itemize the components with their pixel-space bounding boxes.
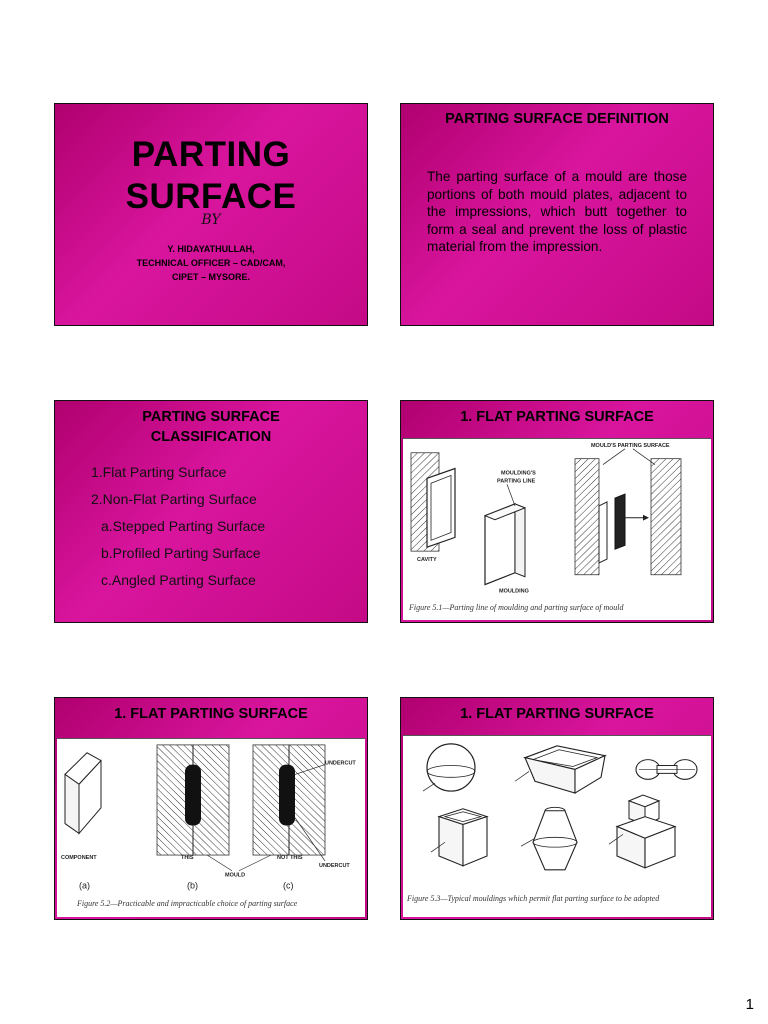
mouldings-label-line1: MOULDING'S bbox=[501, 470, 536, 477]
title-line-1: PARTING bbox=[131, 135, 291, 174]
undercut-top-label: UNDERCUT bbox=[325, 760, 356, 767]
classification-list bbox=[91, 459, 265, 594]
slide-heading: PARTING SURFACE DEFINITION bbox=[445, 111, 669, 127]
by-label: BY bbox=[201, 212, 221, 228]
presentation-title bbox=[55, 134, 367, 218]
this-label: THIS bbox=[181, 855, 194, 861]
flat-parting-slide-1 bbox=[400, 400, 714, 623]
flat-parting-slide-2 bbox=[54, 697, 368, 920]
author-institute: CIPET – MYSORE. bbox=[171, 272, 251, 282]
label-a: (a) bbox=[79, 880, 90, 891]
component-label: COMPONENT bbox=[61, 855, 97, 861]
definition-slide bbox=[400, 103, 714, 326]
slide-heading: 1. FLAT PARTING SURFACE bbox=[114, 706, 308, 722]
slide-heading: 1. FLAT PARTING SURFACE bbox=[460, 409, 654, 425]
figure-5-1 bbox=[403, 438, 711, 620]
moulding-label: MOULDING bbox=[499, 588, 529, 595]
list-item: a.Stepped Parting Surface bbox=[101, 518, 266, 534]
page-number: 1 bbox=[745, 996, 754, 1013]
author-name: Y. HIDAYATHULLAH, bbox=[167, 244, 255, 254]
figure-5-3-drawing bbox=[403, 736, 711, 917]
slide-heading: 1. FLAT PARTING SURFACE bbox=[460, 706, 654, 722]
figure-caption: Figure 5.1—Parting line of moulding and parting surface of mould bbox=[409, 603, 624, 613]
mouldings-label-line2: PARTING LINE bbox=[497, 478, 536, 485]
cavity-label: CAVITY bbox=[417, 557, 437, 563]
moulds-parting-surface-label: MOULD'S PARTING SURFACE bbox=[591, 442, 670, 449]
author-block bbox=[55, 242, 367, 284]
mould-label: MOULD bbox=[225, 872, 246, 879]
author-role: TECHNICAL OFFICER – CAD/CAM, bbox=[136, 258, 286, 268]
figure-5-1-drawing bbox=[403, 439, 711, 620]
flat-parting-slide-3 bbox=[400, 697, 714, 920]
figure-5-3 bbox=[403, 735, 711, 917]
slide-heading bbox=[55, 407, 367, 447]
undercut-bottom-label: UNDERCUT bbox=[319, 862, 350, 869]
figure-caption: Figure 5.3—Typical mouldings which permit flat parting surface to be adopted bbox=[407, 894, 660, 904]
figure-5-2 bbox=[57, 738, 365, 917]
heading-line-2: CLASSIFICATION bbox=[150, 429, 272, 445]
figure-caption: Figure 5.2—Practicable and impracticable choice of parting surface bbox=[77, 899, 298, 909]
classification-slide bbox=[54, 400, 368, 623]
list-item: c.Angled Parting Surface bbox=[101, 572, 256, 588]
title-slide bbox=[54, 103, 368, 326]
list-item: 1.Flat Parting Surface bbox=[91, 464, 227, 480]
title-line-2: SURFACE bbox=[125, 177, 297, 216]
heading-line-1: PARTING SURFACE bbox=[142, 409, 280, 425]
definition-text: The parting surface of a mould are those portions of both mould plates, adjacent to the impressions, which butt together to form a seal and prevent the loss of plastic material from the impression. bbox=[427, 169, 687, 254]
figure-5-2-drawing bbox=[57, 739, 365, 917]
list-item: b.Profiled Parting Surface bbox=[101, 545, 261, 561]
label-b: (b) bbox=[187, 880, 198, 891]
list-item: 2.Non-Flat Parting Surface bbox=[91, 491, 257, 507]
not-this-label: NOT THIS bbox=[277, 855, 303, 861]
label-c: (c) bbox=[283, 880, 294, 891]
